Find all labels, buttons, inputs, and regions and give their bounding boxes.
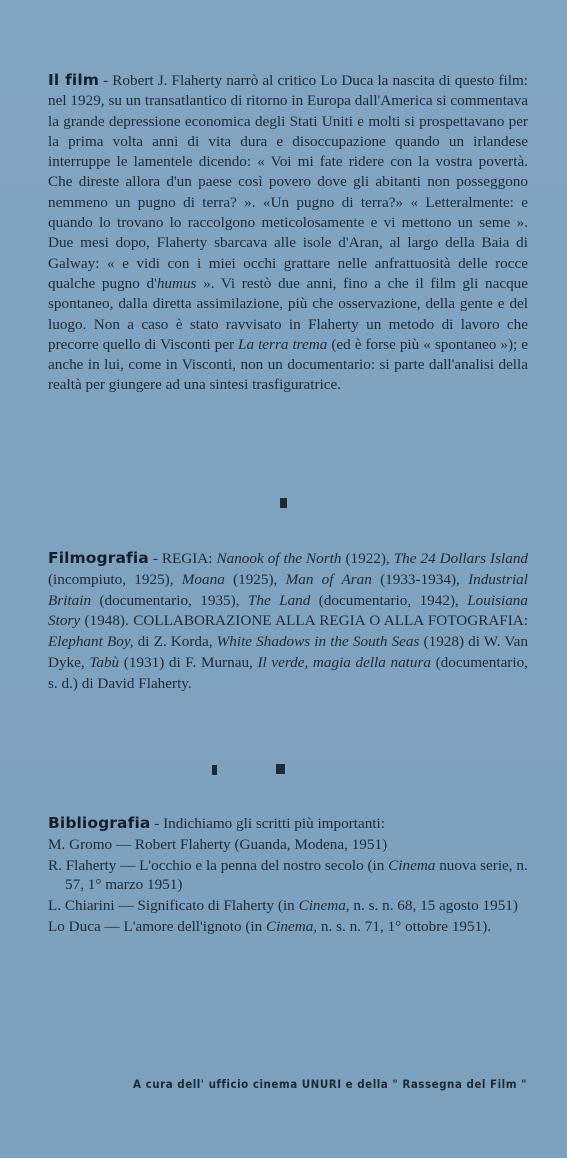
journal-title: Cinema, xyxy=(298,897,350,914)
filmografia-text-run: (1931) di F. Murnau, xyxy=(119,653,258,671)
filmografia-separator: - xyxy=(148,550,162,567)
film-title: The Land xyxy=(247,591,311,609)
footer-credit: A cura dell' ufficio cinema UNURI e della " Rassegna del Film " xyxy=(133,1077,527,1091)
section-divider-mark xyxy=(212,765,217,775)
filmografia-text-run: (1948). COLLABORAZIONE ALLA REGIA O ALLA FOTOGRAFIA: xyxy=(80,612,528,630)
film-title: Il verde, magia della natura xyxy=(257,653,431,671)
journal-title: Cinema xyxy=(388,857,436,874)
filmografia-text-run: (documentario, s. d.) di David Flaherty. xyxy=(48,653,528,692)
bibliografia-heading: Bibliografia xyxy=(48,814,151,832)
bibliography-entry xyxy=(48,896,528,915)
filmografia-text-run: REGIA: xyxy=(161,550,217,567)
filmografia-text-run: (incompiuto, 1925), xyxy=(48,570,182,588)
film-heading-separator: - xyxy=(99,72,113,89)
film-title: Man of Aran xyxy=(285,570,372,588)
bibliography-text: M. Gromo — Robert Flaherty (Guanda, Modena, 1951) xyxy=(48,836,388,853)
bibliography-text: n. s. n. 71, 1° ottobre 1951). xyxy=(317,918,492,935)
bibliography-entry xyxy=(48,917,528,936)
film-section xyxy=(48,70,528,396)
filmografia-section xyxy=(48,548,528,695)
film-heading: Il film xyxy=(48,71,100,89)
film-text-italic-title: La terra trema xyxy=(238,335,328,353)
filmografia-text-run: (1933-1934), xyxy=(371,570,469,588)
bibliografia-list xyxy=(48,835,528,936)
film-text-2: ». Vi restò due anni, fino a che il film gli nacque spontaneo, dalla diretta assimilazione, più che osservazione, della gente e del luogo. Non a caso è stato ravvisato in Flaherty un metodo di lavoro che precorre quello di Visconti per xyxy=(48,274,528,353)
filmografia-text-run: (1922), xyxy=(341,550,394,567)
journal-title: Cinema, xyxy=(266,918,318,935)
film-text-3: (ed è forse più « spontaneo »); e anche in lui, come in Visconti, non un documentario: si parte dall'analisi della realtà per giungere ad una sintesi trasfiguratrice. xyxy=(48,335,529,394)
film-title: Elephant Boy, xyxy=(48,633,134,651)
section-divider-mark xyxy=(276,764,285,774)
filmografia-text-run: (documentario, 1942), xyxy=(310,591,468,609)
film-title: Industrial Britain xyxy=(48,570,528,609)
filmografia-heading: Filmografia xyxy=(48,549,149,567)
film-text-1: Robert J. Flaherty narrò al critico Lo Duca la nascita di questo film: nel 1929, su un transatlantico di ritorno in Europa dall'America si commentava la grande depressione economica degli Stati Uniti e molti si prospettavano per la prima volta anni di vita dura e disoccupazione quando un irlandese interruppe le lamentele dicendo: « Voi mi fate ridere con la vostra povertà. Che direste allora d'un paese così povero dove gli abitanti non posseggono nemmeno un pugno di terra? ». «Un pugno di terra?» « Letteralmente: e quando lo trovano lo raccolgono meticolosamente e vi mettono un seme ». Due mesi dopo, Flaherty sbarcava alle isole d'Aran, al largo della Baia di Galway: « e vidi con i miei occhi grattare nelle anfrattuosità delle rocce qualche pugno d' xyxy=(48,72,528,292)
bibliography-text: n. s. n. 68, 15 agosto 1951) xyxy=(349,897,518,914)
bibliografia-intro: Indichiamo gli scritti più importanti: xyxy=(163,815,385,832)
filmografia-text xyxy=(48,550,528,692)
film-title: Tabù xyxy=(89,653,120,671)
filmografia-text-run: di Z. Korda, xyxy=(133,633,217,651)
bibliography-entry xyxy=(48,856,528,894)
bibliografia-separator: - xyxy=(150,815,164,832)
film-title: The 24 Dollars Island xyxy=(393,550,529,567)
film-title: White Shadows in the South Seas xyxy=(216,633,420,651)
bibliografia-section xyxy=(48,814,528,938)
bibliografia-header-line xyxy=(48,814,528,833)
filmografia-text-run: (1925), xyxy=(224,570,286,588)
film-title: Moana xyxy=(181,570,225,588)
bibliography-text: Lo Duca — L'amore dell'ignoto (in xyxy=(48,918,267,935)
film-title: Louisiana Story xyxy=(48,591,528,630)
filmografia-text-run: (documentario, 1935), xyxy=(91,591,248,609)
film-title: Nanook of the North xyxy=(216,550,342,567)
bibliography-text: R. Flaherty — L'occhio e la penna del nostro secolo (in xyxy=(48,857,389,874)
film-text-italic-humus: humus xyxy=(156,274,197,292)
filmografia-text-run: (1928) di W. Van Dyke, xyxy=(48,633,529,671)
bibliography-entry xyxy=(48,835,528,854)
bibliography-text: L. Chiarini — Significato di Flaherty (in xyxy=(48,897,299,914)
bibliography-text: nuova serie, n. 57, 1° marzo 1951) xyxy=(65,857,528,893)
section-divider-mark xyxy=(280,498,287,508)
